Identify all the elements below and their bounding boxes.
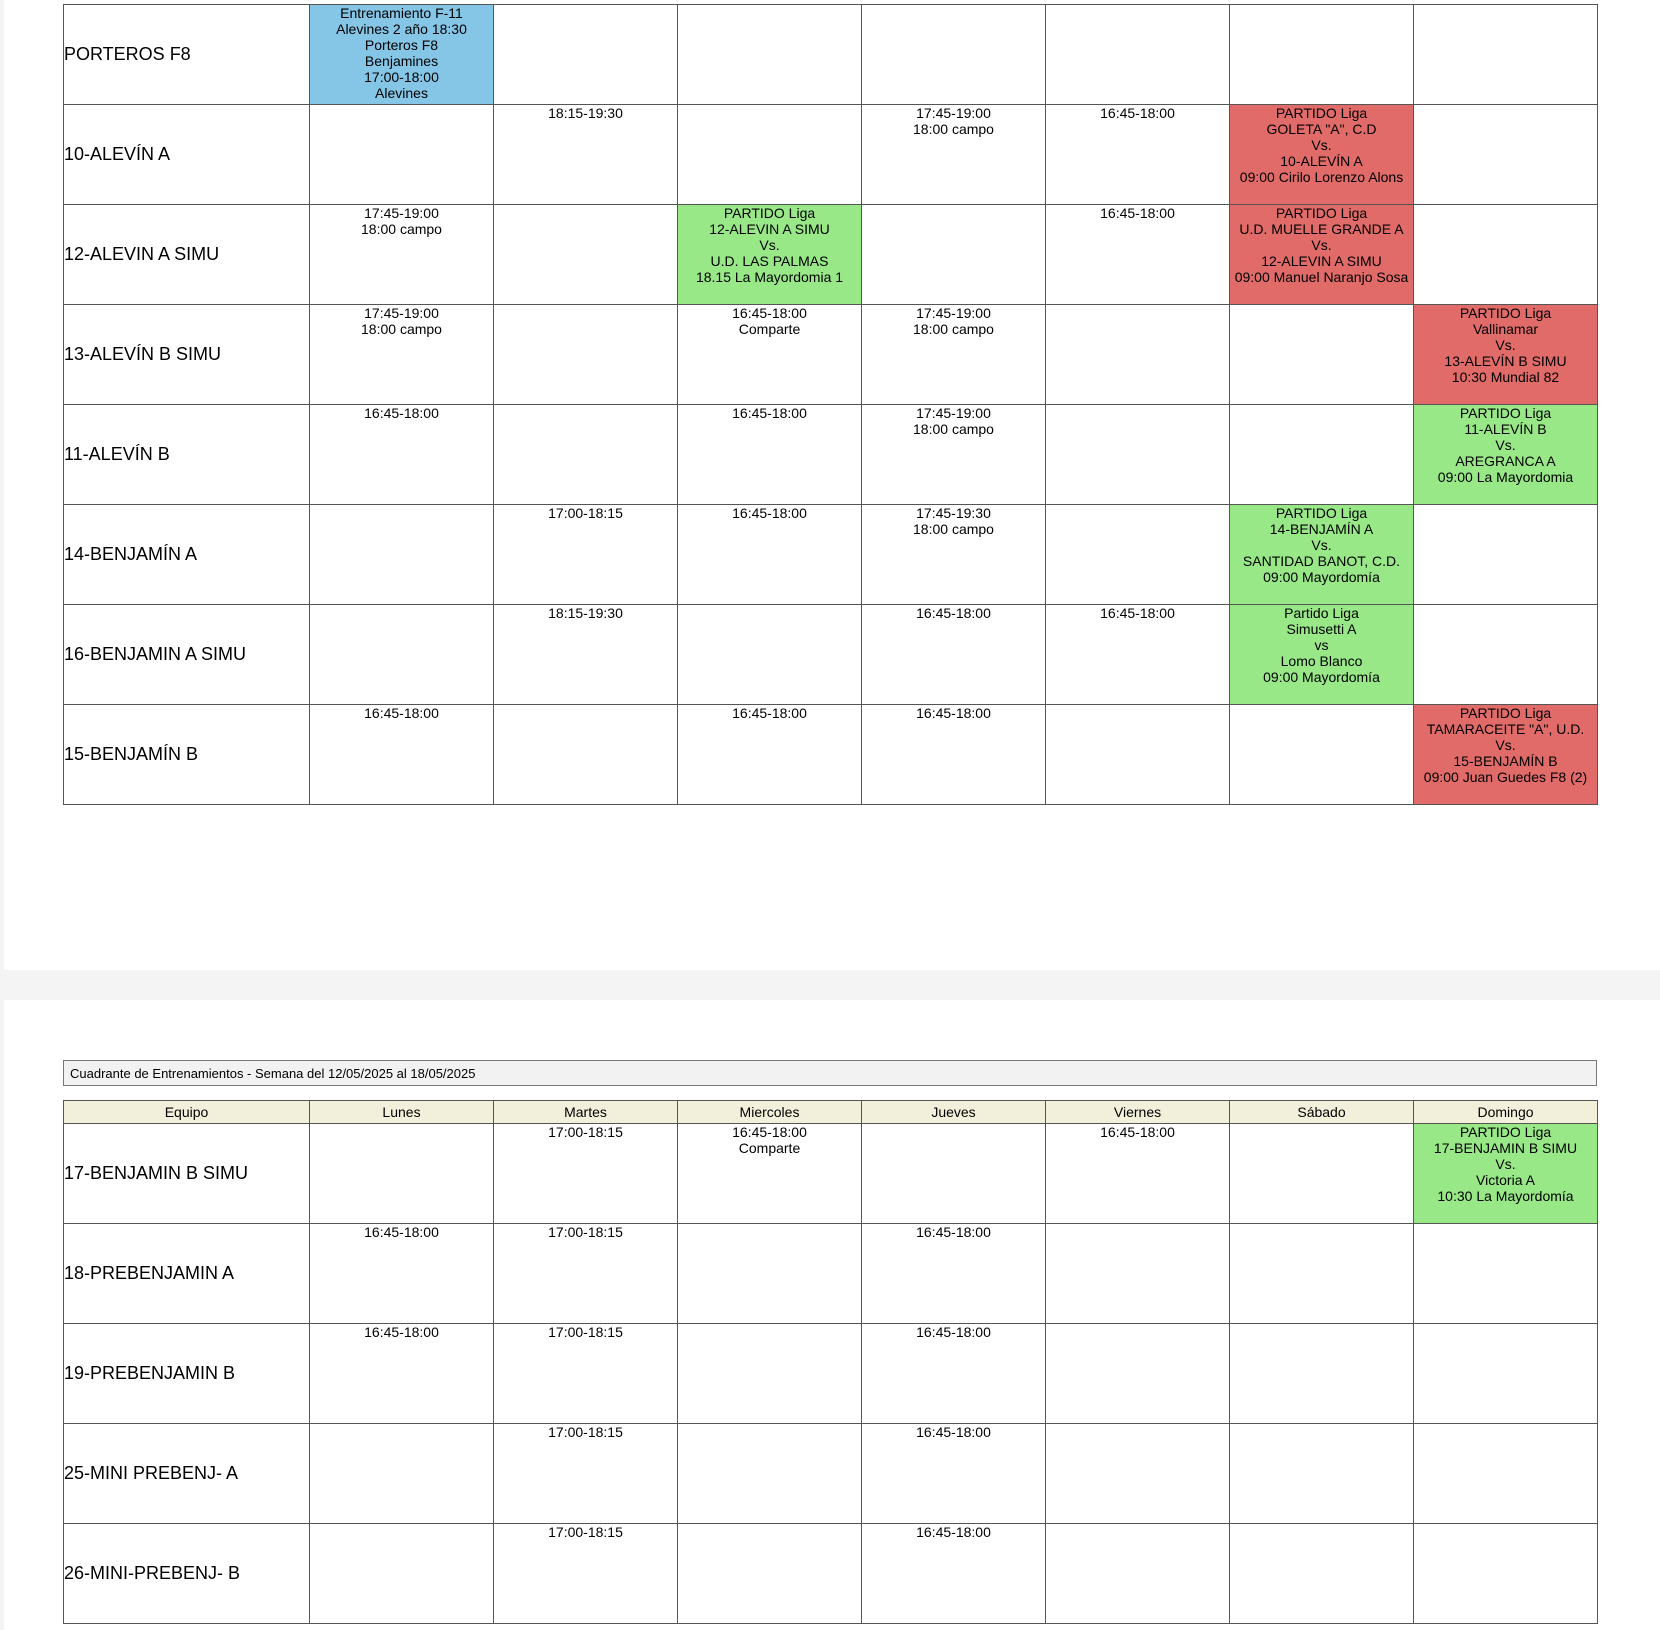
- table-row: [64, 1124, 1598, 1224]
- header-day-lunes: Lunes: [310, 1101, 494, 1124]
- team-name: PORTEROS F8: [64, 5, 310, 105]
- schedule-cell: [678, 1424, 862, 1524]
- schedule-cell: 18:15-19:30: [494, 105, 678, 205]
- schedule-cell: [494, 405, 678, 505]
- header-day-jueves: Jueves: [862, 1101, 1046, 1124]
- schedule-cell: [1414, 1524, 1598, 1624]
- schedule-cell: [1046, 1524, 1230, 1624]
- match-cell: PARTIDO Liga 11-ALEVÍN B Vs. AREGRANCA A 09:00 La Mayordomia: [1414, 405, 1598, 505]
- schedule-cell: [310, 1424, 494, 1524]
- match-cell: PARTIDO Liga 14-BENJAMÍN A Vs. SANTIDAD BANOT, C.D. 09:00 Mayordomía: [1230, 505, 1414, 605]
- schedule-cell: 17:45-19:00 18:00 campo: [310, 305, 494, 405]
- schedule-cell: [1230, 1524, 1414, 1624]
- schedule-cell: [1414, 5, 1598, 105]
- team-name: 12-ALEVIN A SIMU: [64, 205, 310, 305]
- schedule-cell: [310, 1524, 494, 1624]
- match-cell: PARTIDO Liga 17-BENJAMIN B SIMU Vs. Victoria A 10:30 La Mayordomía: [1414, 1124, 1598, 1224]
- schedule-cell: 16:45-18:00: [862, 1224, 1046, 1324]
- schedule-cell: [1046, 1424, 1230, 1524]
- schedule-cell: [1414, 205, 1598, 305]
- schedule-cell: [678, 1224, 862, 1324]
- match-cell: PARTIDO Liga GOLETA "A", C.D Vs. 10-ALEVÍN A 09:00 Cirilo Lorenzo Alons: [1230, 105, 1414, 205]
- schedule-cell: [1230, 1124, 1414, 1224]
- schedule-cell: 16:45-18:00: [1046, 205, 1230, 305]
- schedule-cell: [310, 1124, 494, 1224]
- schedule-cell: 16:45-18:00: [310, 1324, 494, 1424]
- schedule-cell: 16:45-18:00: [1046, 105, 1230, 205]
- schedule-cell: [1046, 1324, 1230, 1424]
- team-name: 19-PREBENJAMIN B: [64, 1324, 310, 1424]
- schedule-cell: [1414, 505, 1598, 605]
- header-day-viernes: Viernes: [1046, 1101, 1230, 1124]
- schedule-cell: 16:45-18:00: [310, 405, 494, 505]
- schedule-page-1: [4, 0, 1660, 970]
- team-name: 26-MINI-PREBENJ- B: [64, 1524, 310, 1624]
- schedule-cell: [1230, 705, 1414, 805]
- team-name: 17-BENJAMIN B SIMU: [64, 1124, 310, 1224]
- schedule-cell: [494, 305, 678, 405]
- schedule-cell: [1414, 1324, 1598, 1424]
- team-name: 18-PREBENJAMIN A: [64, 1224, 310, 1324]
- match-cell: PARTIDO Liga U.D. MUELLE GRANDE A Vs. 12-ALEVIN A SIMU 09:00 Manuel Naranjo Sosa: [1230, 205, 1414, 305]
- schedule-cell: [1230, 1424, 1414, 1524]
- schedule-cell: 17:45-19:30 18:00 campo: [862, 505, 1046, 605]
- schedule-cell: 16:45-18:00: [1046, 605, 1230, 705]
- schedule-cell: [678, 1324, 862, 1424]
- schedule-cell: 16:45-18:00 Comparte: [678, 1124, 862, 1224]
- schedule-cell: [1046, 305, 1230, 405]
- table-row: [64, 705, 1598, 805]
- schedule-title: Cuadrante de Entrenamientos - Semana del 12/05/2025 al 18/05/2025: [63, 1060, 1597, 1086]
- table-row: [64, 205, 1598, 305]
- schedule-cell: [494, 705, 678, 805]
- schedule-cell: [310, 605, 494, 705]
- schedule-cell: [678, 105, 862, 205]
- table-row: [64, 1524, 1598, 1624]
- table-row: [64, 105, 1598, 205]
- team-name: 13-ALEVÍN B SIMU: [64, 305, 310, 405]
- schedule-cell: 17:00-18:15: [494, 505, 678, 605]
- schedule-cell: 16:45-18:00: [862, 605, 1046, 705]
- schedule-cell: [494, 5, 678, 105]
- schedule-cell: [1046, 5, 1230, 105]
- schedule-cell: [862, 1124, 1046, 1224]
- schedule-cell: 16:45-18:00: [310, 1224, 494, 1324]
- table-header-row: [64, 1101, 1598, 1124]
- table-row: [64, 1224, 1598, 1324]
- schedule-cell: 18:15-19:30: [494, 605, 678, 705]
- schedule-cell: 17:00-18:15: [494, 1124, 678, 1224]
- match-cell: Entrenamiento F-11 Alevines 2 año 18:30 Porteros F8 Benjamines 17:00-18:00 Alevines: [310, 5, 494, 105]
- header-day-martes: Martes: [494, 1101, 678, 1124]
- schedule-cell: [678, 605, 862, 705]
- schedule-cell: 16:45-18:00 Comparte: [678, 305, 862, 405]
- header-day-sabado: Sábado: [1230, 1101, 1414, 1124]
- schedule-cell: [1046, 505, 1230, 605]
- team-name: 15-BENJAMÍN B: [64, 705, 310, 805]
- match-cell: PARTIDO Liga 12-ALEVIN A SIMU Vs. U.D. LAS PALMAS 18.15 La Mayordomia 1: [678, 205, 862, 305]
- schedule-cell: [1414, 605, 1598, 705]
- match-cell: PARTIDO Liga TAMARACEITE "A", U.D. Vs. 15-BENJAMÍN B 09:00 Juan Guedes F8 (2): [1414, 705, 1598, 805]
- header-team: Equipo: [64, 1101, 310, 1124]
- schedule-cell: 16:45-18:00: [678, 505, 862, 605]
- schedule-cell: 16:45-18:00: [862, 1324, 1046, 1424]
- schedule-cell: 17:45-19:00 18:00 campo: [310, 205, 494, 305]
- header-day-miercoles: Miercoles: [678, 1101, 862, 1124]
- schedule-cell: 17:45-19:00 18:00 campo: [862, 305, 1046, 405]
- schedule-page-2: [4, 1000, 1660, 1630]
- table-row: [64, 605, 1598, 705]
- team-name: 25-MINI PREBENJ- A: [64, 1424, 310, 1524]
- schedule-cell: [862, 205, 1046, 305]
- table-row: [64, 405, 1598, 505]
- schedule-cell: [1046, 705, 1230, 805]
- schedule-cell: [1046, 1224, 1230, 1324]
- schedule-cell: [1230, 1324, 1414, 1424]
- team-name: 11-ALEVÍN B: [64, 405, 310, 505]
- match-cell: PARTIDO Liga Vallinamar Vs. 13-ALEVÍN B SIMU 10:30 Mundial 82: [1414, 305, 1598, 405]
- schedule-cell: [678, 1524, 862, 1624]
- table-row: [64, 305, 1598, 405]
- table-row: [64, 1424, 1598, 1524]
- schedule-cell: 16:45-18:00: [862, 1524, 1046, 1624]
- schedule-cell: 17:00-18:15: [494, 1224, 678, 1324]
- table-row: [64, 505, 1598, 605]
- schedule-cell: 16:45-18:00: [862, 705, 1046, 805]
- schedule-cell: [678, 5, 862, 105]
- table-row: [64, 1324, 1598, 1424]
- schedule-cell: 16:45-18:00: [862, 1424, 1046, 1524]
- schedule-cell: [310, 505, 494, 605]
- schedule-cell: 16:45-18:00: [678, 405, 862, 505]
- match-cell: Partido Liga Simusetti A vs Lomo Blanco 09:00 Mayordomía: [1230, 605, 1414, 705]
- schedule-table-1: [63, 4, 1598, 805]
- schedule-cell: 17:45-19:00 18:00 campo: [862, 405, 1046, 505]
- schedule-cell: [1414, 1424, 1598, 1524]
- schedule-cell: [1230, 405, 1414, 505]
- team-name: 10-ALEVÍN A: [64, 105, 310, 205]
- team-name: 16-BENJAMIN A SIMU: [64, 605, 310, 705]
- schedule-cell: 16:45-18:00: [678, 705, 862, 805]
- schedule-cell: 17:00-18:15: [494, 1424, 678, 1524]
- schedule-cell: [1230, 305, 1414, 405]
- header-day-domingo: Domingo: [1414, 1101, 1598, 1124]
- schedule-cell: 16:45-18:00: [1046, 1124, 1230, 1224]
- schedule-cell: 17:00-18:15: [494, 1524, 678, 1624]
- schedule-cell: [494, 205, 678, 305]
- schedule-cell: 16:45-18:00: [310, 705, 494, 805]
- schedule-cell: [1230, 1224, 1414, 1324]
- table-row: [64, 5, 1598, 105]
- team-name: 14-BENJAMÍN A: [64, 505, 310, 605]
- schedule-cell: 17:00-18:15: [494, 1324, 678, 1424]
- schedule-cell: [1414, 1224, 1598, 1324]
- schedule-cell: [1230, 5, 1414, 105]
- schedule-cell: [310, 105, 494, 205]
- schedule-cell: [862, 5, 1046, 105]
- schedule-table-2: [63, 1100, 1598, 1624]
- schedule-cell: [1414, 105, 1598, 205]
- schedule-cell: 17:45-19:00 18:00 campo: [862, 105, 1046, 205]
- schedule-cell: [1046, 405, 1230, 505]
